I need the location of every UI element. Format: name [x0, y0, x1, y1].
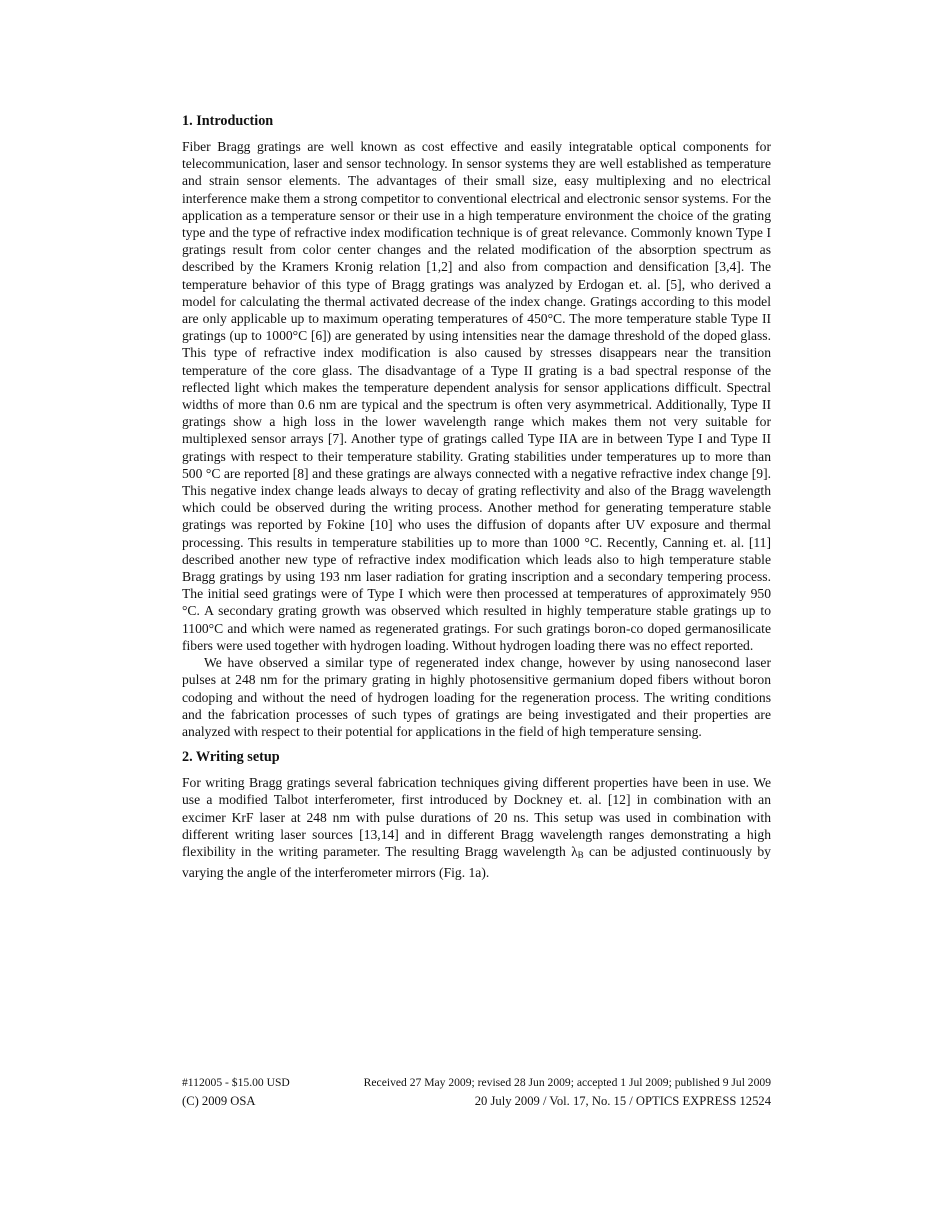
- article-id: #112005 - $15.00 USD: [182, 1076, 290, 1089]
- writing-setup-paragraph: [182, 774, 771, 881]
- footer-row-2: [182, 1094, 771, 1109]
- writing-setup-text-part-2: can be adjusted continuously by varying the angle of the interferometer mirrors (Fig. 1a).: [182, 843, 771, 881]
- publication-dates: Received 27 May 2009; revised 28 Jun 2009; accepted 1 Jul 2009; published 9 Jul 2009: [363, 1076, 771, 1089]
- intro-paragraph-2: We have observed a similar type of regenerated index change, however by using nanosecond laser pulses at 248 nm for the primary grating in highly photosensitive germanium doped fibers without boron codoping and without the need of hydrogen loading for the regeneration process. The writing conditions and the fabrication processes of such types of gratings are being investigated and their properties are analyzed with respect to their potential for applications in the field of high temperature sensing.: [182, 655, 771, 739]
- bragg-wavelength-symbol: λ: [571, 843, 578, 859]
- footer-row-1: [182, 1076, 771, 1089]
- section-heading-writing-setup: 2. Writing setup: [182, 749, 280, 766]
- bragg-wavelength-subscript: B: [577, 849, 584, 860]
- section-heading-introduction: 1. Introduction: [182, 113, 274, 129]
- journal-citation: 20 July 2009 / Vol. 17, No. 15 / OPTICS EXPRESS 12524: [474, 1094, 771, 1108]
- paper-body: [182, 112, 771, 881]
- writing-setup-text-part-1: For writing Bragg gratings several fabrication techniques giving different properties have been in use. We use a modified Talbot interferometer, first introduced by Dockney et. al. [12] in combination with an excimer KrF laser at 248 nm with pulse durations of 20 ns. This setup was used in combination with different writing laser sources [13,14] and in different Bragg wavelength ranges demonstrating a high flexibility in the writing parameter. The resulting Bragg wavelength: [182, 775, 771, 859]
- intro-paragraph-1: Fiber Bragg gratings are well known as cost effective and easily integratable optical components for telecommunication, laser and sensor technology. In sensor systems they are well established as temperature and strain sensor elements. The advantages of their small size, easy multiplexing and no electrical interference make them a strong competitor to conventional electrical and electronic sensor systems. For the application as a temperature sensor or their use in a high temperature environment the choice of the grating type and the type of refractive index modification technique is of great relevance. Commonly known Type I gratings result from color center changes and the related modification of the absorption spectrum as described by the Kramers Kronig relation [1,2] and also from compaction and densification [3,4]. The temperature behavior of this type of Bragg gratings was analyzed by Erdogan et. al. [5], who derived a model for calculating the thermal activated decrease of the index change. Gratings according to this model are only applicable up to maximum operating temperatures of 450°C. The more temperature stable Type II gratings (up to 1000°C [6]) are generated by using intensities near the damage threshold of the doped glass. This type of refractive index modification is also caused by stresses disappears near the transition temperature of the core glass. The disadvantage of a Type II grating is a bad spectral response of the reflected light which makes the temperature dependent analysis for sensor applications difficult. Spectral widths of more than 0.6 nm are typical and the spectrum is often very asymmetrical. Additionally, Type II gratings show a high loss in the lower wavelength range which makes them not very suitable for multiplexed sensor arrays [7]. Another type of gratings called Type IIA are in between Type I and Type II gratings with respect to their temperature stability. Grating stabilities under temperatures up to more than 500 °C are reported [8] and these gratings are always connected with a negative refractive index change [9]. This negative index change leads always to decay of grating reflectivity and also of the Bragg wavelength which could be observed during the writing process. Another method for generating temperature stable gratings was reported by Fokine [10] who uses the diffusion of dopants after UV exposure and thermal processing. This results in temperature stabilities up to more than 1000 °C. Recently, Canning et. al. [11] described another new type of refractive index modification which leads also to high temperature stable Bragg gratings by using 193 nm laser radiation for grating inscription and a secondary tempering process. The initial seed gratings were of Type I which were then processed at temperatures of approximately 950 °C. A secondary grating growth was observed which resulted in highly temperature stable gratings up to 1100°C and which were named as regenerated gratings. For such gratings boron-co doped germanosilicate fibers were used together with hydrogen loading. Without hydrogen loading there was no effect reported.: [182, 139, 771, 653]
- copyright-notice: (C) 2009 OSA: [182, 1094, 256, 1108]
- section-spacer: [182, 740, 771, 748]
